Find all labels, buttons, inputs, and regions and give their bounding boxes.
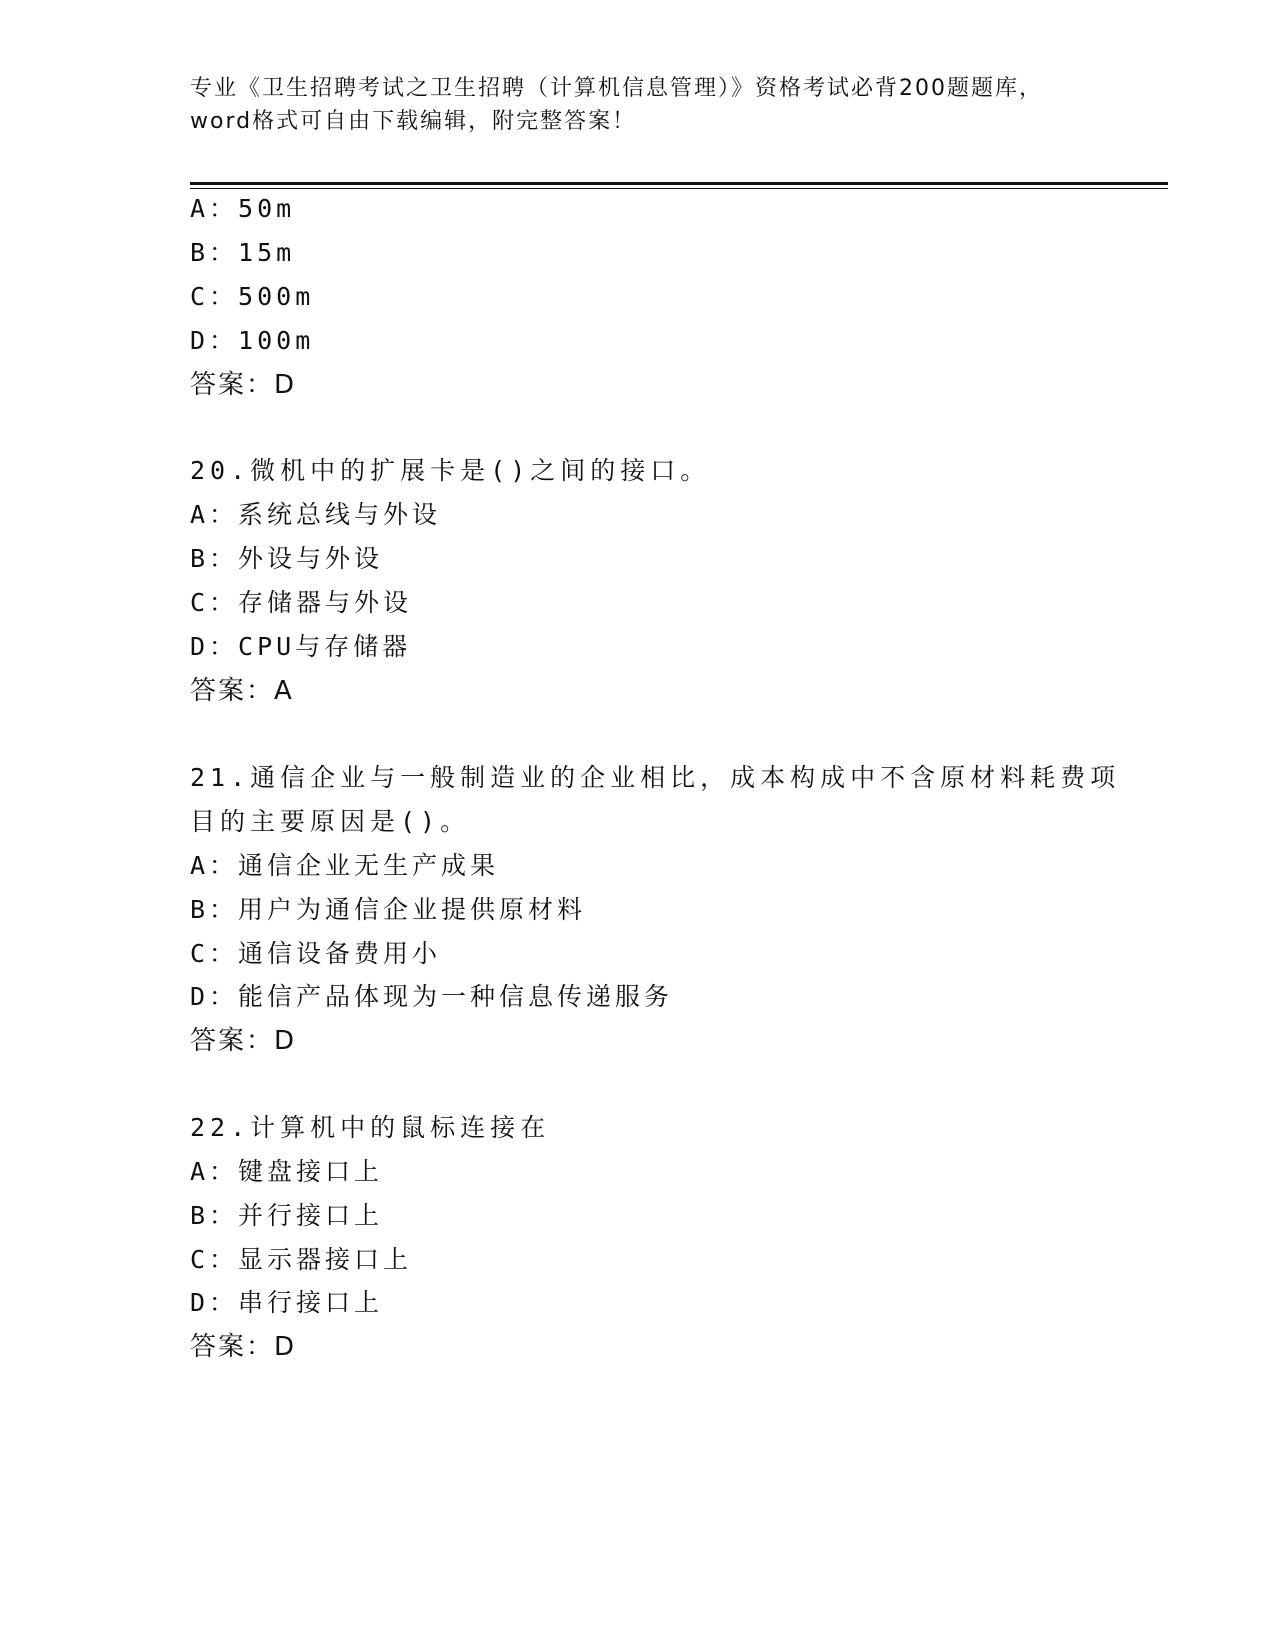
option-c: C：存储器与外设 xyxy=(190,588,413,617)
option-c: C：显示器接口上 xyxy=(190,1245,413,1274)
option-c: C：通信设备费用小 xyxy=(190,939,442,968)
option-d: D：CPU与存储器 xyxy=(190,632,412,661)
option-a: A：50m xyxy=(190,194,296,223)
question-text: 20.微机中的扩展卡是()之间的接口。 xyxy=(190,456,711,485)
option-b: B：用户为通信企业提供原材料 xyxy=(190,895,587,924)
answer-line: 答案：D xyxy=(190,370,297,400)
option-a: A：键盘接口上 xyxy=(190,1157,384,1186)
option-d: D：100m xyxy=(190,326,315,355)
document-header xyxy=(190,72,1090,138)
option-b: B：并行接口上 xyxy=(190,1201,384,1230)
answer-line: 答案：D xyxy=(190,1332,297,1362)
option-d: D：串行接口上 xyxy=(190,1288,384,1317)
option-a: A：系统总线与外设 xyxy=(190,500,442,529)
option-b: B：15m xyxy=(190,238,296,267)
option-d: D：能信产品体现为一种信息传递服务 xyxy=(190,982,674,1011)
answer-line: 答案：D xyxy=(190,1026,297,1056)
option-b: B：外设与外设 xyxy=(190,544,384,573)
option-c: C：500m xyxy=(190,282,315,311)
header-line-2: word格式可自由下载编辑，附完整答案！ xyxy=(190,109,637,134)
header-line-1: 专业《卫生招聘考试之卫生招聘（计算机信息管理）》资格考试必背200题题库， xyxy=(190,76,1043,101)
question-text-line-1: 21.通信企业与一般制造业的企业相比，成本构成中不含原材料耗费项 xyxy=(190,763,1121,792)
option-a: A：通信企业无生产成果 xyxy=(190,851,500,880)
question-text-line-2: 目的主要原因是()。 xyxy=(190,807,471,836)
question-text: 22.计算机中的鼠标连接在 xyxy=(190,1113,551,1142)
answer-line: 答案：A xyxy=(190,676,294,706)
header-rule-thick xyxy=(190,182,1168,185)
